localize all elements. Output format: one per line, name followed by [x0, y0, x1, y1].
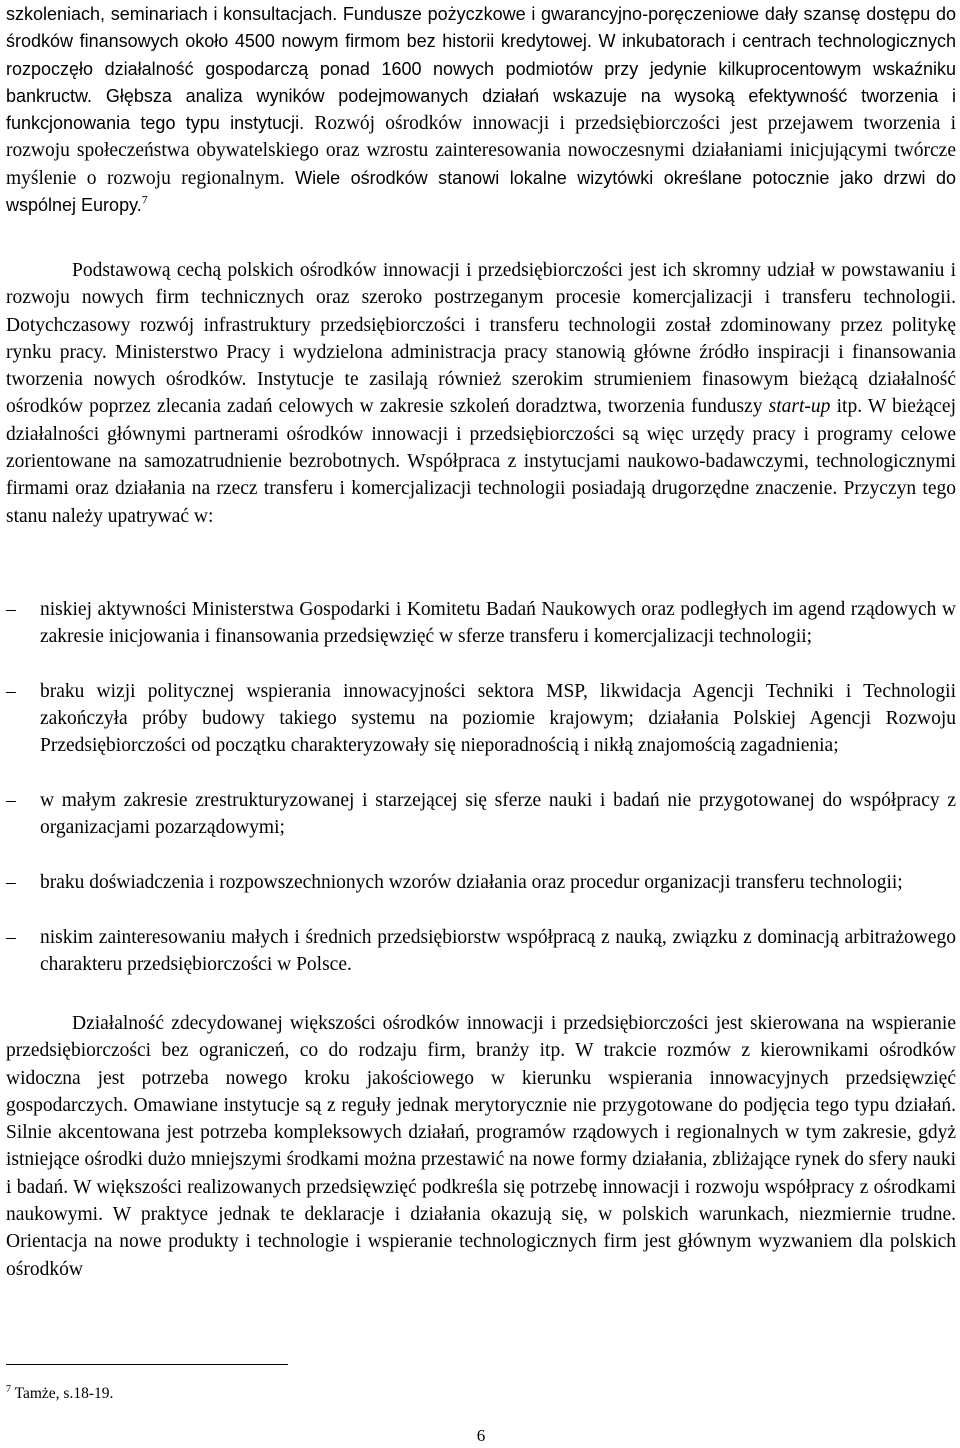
footnote-text: Tamże, s.18-19.: [11, 1385, 114, 1402]
paragraph-1-sans-text: szkoleniach, seminariach i konsultacjach. Fundusze pożyczkowe i gwarancyjno-poręczeniowe dały szansę dostępu do środków finansowych około 4500 nowym firmom bez historii kredytowej. W inkubatorach i centrach technologicznych rozpoczęło działalność gospodarczą ponad 1600 nowych podmiotów przy jedynie kilkuprocentowym wskaźniku bankructw. Głębsza analiza wyników podejmowanych działań wskazuje na wysoką efektywność tworzenia i funkcjonowania tego typu instytucji.: [6, 4, 956, 134]
paragraph-3: [6, 1010, 956, 1283]
list-item: [6, 678, 956, 760]
paragraph-2: [6, 257, 956, 530]
list-item-text: niskiej aktywności Ministerstwa Gospodarki i Komitetu Badań Naukowych oraz podległych im agend rządowych w zakresie inicjowania i finansowania przedsięwzięć w sferze transferu i komercjalizacji technologii;: [40, 599, 956, 648]
dash-bullet: –: [6, 926, 16, 948]
dash-bullet: –: [6, 790, 16, 812]
paragraph-1-sans-text-2: Wiele ośrodków stanowi lokalne wizytówki określane potocznie jako drzwi do wspólnej Europy.: [6, 167, 957, 216]
paragraph-3-text: Działalność zdecydowanej większości ośrodków innowacji i przedsiębiorczości jest skierowana na wspieranie przedsiębiorczości bez ograniczeń, co do rodzaju firm, branży itp. W trakcie rozmów z kierownikami ośrodków widoczna jest potrzeba nowego kroku jakościowego w kierunku wspierania innowacyjnych przedsięwzięć gospodarczych. Omawiane instytucje są z reguły jednak merytorycznie nie przygotowane do podjęcia tego typu działań. Silnie akcentowana jest potrzeba kompleksowych działań, programów rządowych i regionalnych w tym zakresie, gdyż istniejące ośrodki dużo mniejszymi środkami można przestawić na nowe formy działania, zbliżające rynek do sfery nauki i badań. W większości realizowanych przedsięwzięć podkreśla się potrzebę innowacji i rozwoju współpracy z ośrodkami naukowymi. W praktyce jednak te deklaracje i działania okazują się, w polskich warunkach, niezmiernie trudne. Orientacja na nowe produkty i technologie i wspieranie technologicznych firm jest głównym wyzwaniem dla polskich ośrodków: [6, 1013, 956, 1280]
paragraph-2-text-before: Podstawową cechą polskich ośrodków innowacji i przedsiębiorczości jest ich skromny udział w powstawaniu i rozwoju nowych firm technicznych oraz szeroko postrzeganym procesie komercjalizacji i transferu technologii. Dotychczasowy rozwój infrastruktury przedsiębiorczości i transferu technologii został zdominowany przez politykę rynku pracy. Ministerstwo Pracy i wydzielona administracja pracy stanowią główne źródło inspiracji i finansowania tworzenia nowych ośrodków. Instytucje te zasilają również szerokim strumieniem finasowym bieżącą działalność ośrodków poprzez zlecania zadań celowych w zakresie szkoleń doradztwa, tworzenia funduszy: [6, 260, 956, 418]
list-item: [6, 596, 956, 651]
footnote-separator: [6, 1364, 288, 1365]
paragraph-2-text-after: itp. W bieżącej działalności głównymi partnerami ośrodków innowacji i przedsiębiorczości są więc urzędy pracy i programy celowe zorientowane na samozatrudnienie bezrobotnych. Współpraca z instytucjami naukowo-badawczymi, technologicznymi firmami oraz działania na rzecz transferu i komercjalizacji technologii posiadają drugorzędne znaczenie. Przyczyn tego stanu należy upatrywać w:: [6, 396, 956, 527]
list-item: [6, 869, 956, 896]
list-item-text: w małym zakresie zrestrukturyzowanej i starzejącej się sferze nauki i badań nie przygotowanej do współpracy z organizacjami pozarządowymi;: [40, 790, 956, 839]
page-number: 6: [476, 1426, 486, 1445]
reasons-list: [6, 596, 956, 1005]
footnote-marker: 7: [6, 1383, 11, 1395]
paragraph-1-serif-text: Rozwój ośrodków innowacji i przedsiębiorczości jest przejawem tworzenia i rozwoju społeczeństwa obywatelskiego oraz wzrostu zainteresowania nowoczesnymi działaniami inicjującymi twórcze myślenie o rozwoju regionalnym.: [6, 113, 956, 189]
footnote-reference: 7: [141, 192, 148, 207]
list-item: [6, 924, 956, 979]
list-item-text: niskim zainteresowaniu małych i średnich przedsiębiorstw współpracą z nauką, związku z dominacją arbitrażowego charakteru przedsiębiorczości w Polsce.: [40, 926, 956, 975]
list-item-text: braku wizji politycznej wspierania innowacyjności sektora MSP, likwidacja Agencji Techniki i Technologii zakończyła próby budowy takiego systemu na poziomie krajowym; działania Polskiej Agencji Rozwoju Przedsiębiorczości od początku charakteryzowały się nieporadnością i nikłą znajomością zagadnienia;: [40, 680, 956, 757]
footnote: [6, 1384, 113, 1404]
list-item: [6, 787, 956, 842]
paragraph-1: [6, 1, 956, 219]
dash-bullet: –: [6, 680, 16, 702]
paragraph-2-italic-term: start-up: [768, 396, 831, 418]
dash-bullet: –: [6, 871, 16, 893]
list-item-text: braku doświadczenia i rozpowszechnionych wzorów działania oraz procedur organizacji transferu technologii;: [40, 871, 903, 893]
dash-bullet: –: [6, 599, 16, 620]
document-page: [6, 0, 956, 1448]
